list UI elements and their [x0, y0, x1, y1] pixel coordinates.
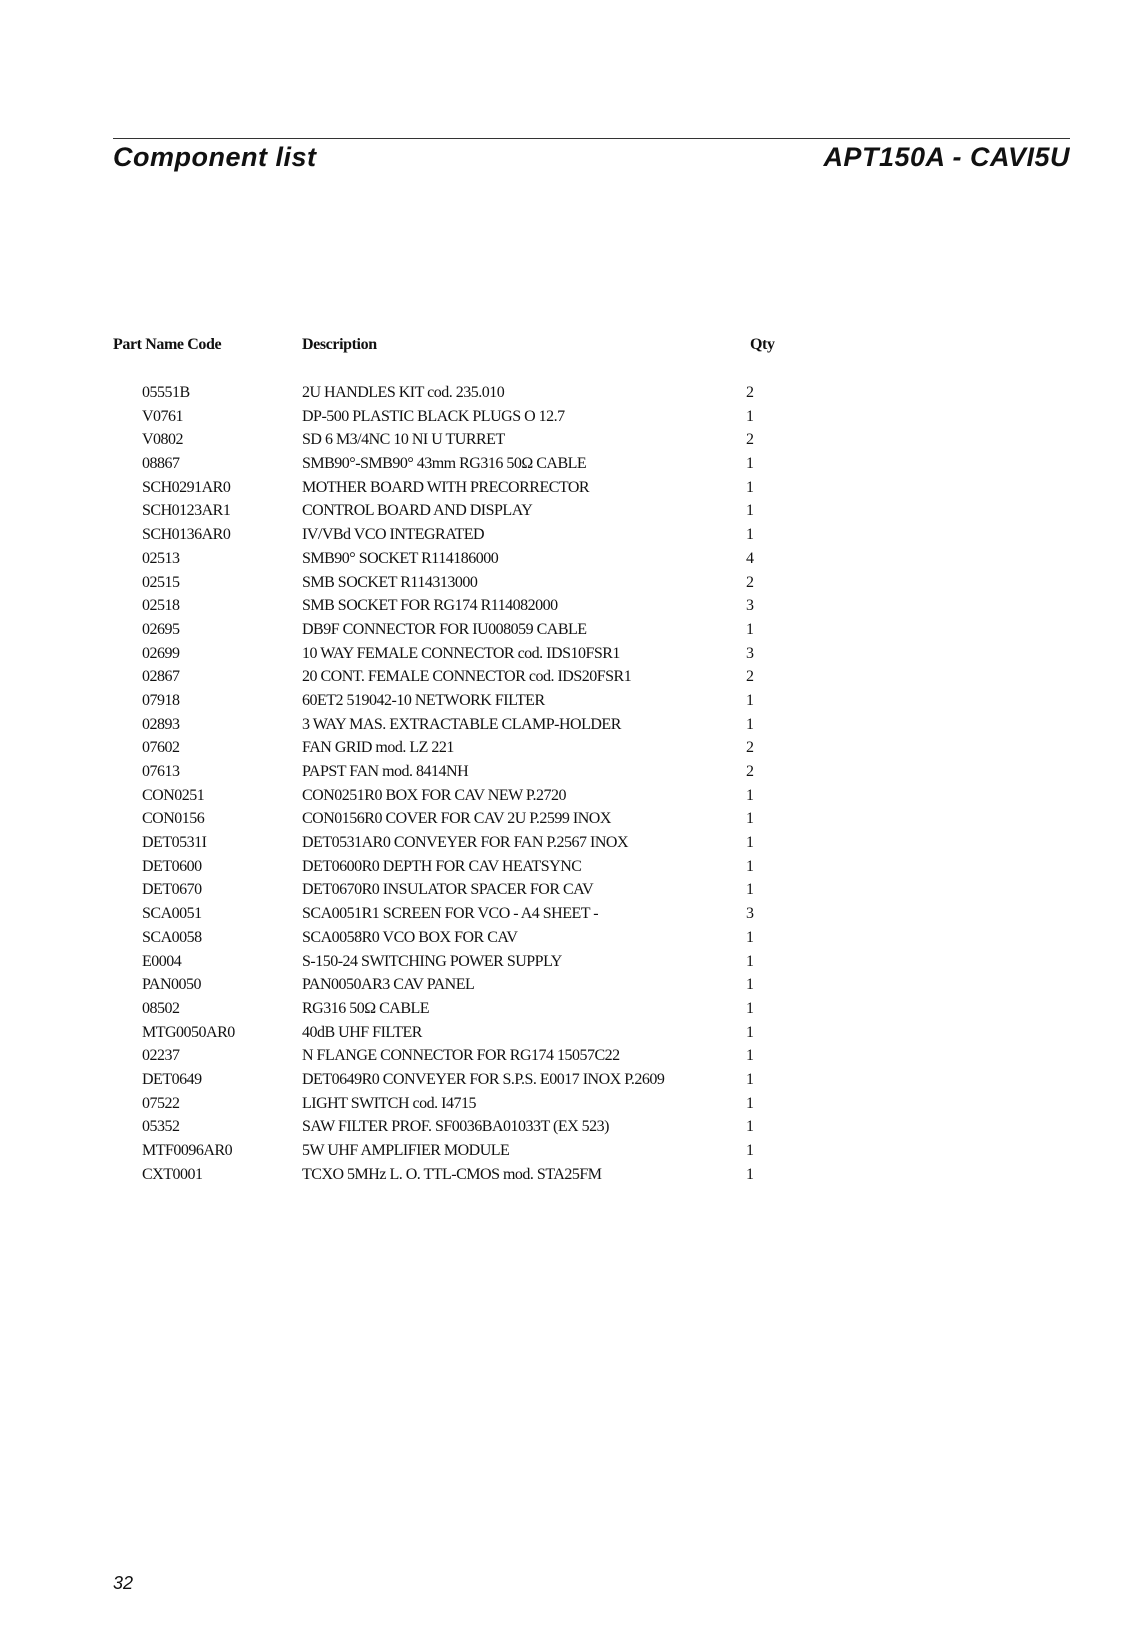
- table-row: [0, 809, 1127, 833]
- part-code-cell: 02237: [142, 1047, 180, 1065]
- table-row: [0, 952, 1127, 976]
- description-cell: DET0600R0 DEPTH FOR CAV HEATSYNC: [302, 857, 582, 875]
- qty-cell: 1: [746, 1165, 754, 1183]
- qty-cell: 1: [746, 1023, 754, 1041]
- part-code-cell: 05352: [142, 1118, 180, 1136]
- part-code-cell: 02695: [142, 620, 180, 638]
- qty-cell: 2: [746, 431, 754, 449]
- description-cell: SAW FILTER PROF. SF0036BA01033T (EX 523): [302, 1118, 609, 1136]
- table-row: [0, 1070, 1127, 1094]
- part-code-cell: 02515: [142, 573, 180, 591]
- qty-cell: 3: [746, 905, 754, 923]
- table-row: [0, 880, 1127, 904]
- column-header-code: Part Name Code: [113, 336, 222, 353]
- part-code-cell: SCA0058: [142, 928, 202, 946]
- part-code-cell: 02867: [142, 668, 180, 686]
- qty-cell: 2: [746, 763, 754, 780]
- qty-cell: 1: [746, 1142, 754, 1159]
- qty-cell: 1: [746, 786, 754, 804]
- qty-cell: 2: [746, 739, 754, 757]
- part-code-cell: DET0649: [142, 1070, 202, 1088]
- qty-cell: 1: [746, 526, 754, 544]
- part-code-cell: DET0531I: [142, 834, 207, 852]
- page-header: [113, 138, 1070, 172]
- table-row: [0, 999, 1127, 1023]
- part-code-cell: SCH0291AR0: [142, 478, 231, 496]
- part-code-cell: SCA0051: [142, 905, 202, 923]
- part-code-cell: 05551B: [142, 384, 190, 401]
- table-row: [0, 430, 1127, 454]
- part-code-cell: E0004: [142, 952, 182, 970]
- table-row: [0, 383, 1127, 407]
- description-cell: TCXO 5MHz L. O. TTL-CMOS mod. STA25FM: [302, 1165, 602, 1183]
- table-row: [0, 1046, 1127, 1070]
- part-code-cell: V0802: [142, 431, 184, 449]
- table-row: [0, 525, 1127, 549]
- document-title: Component list: [113, 142, 317, 172]
- part-code-cell: CXT0001: [142, 1165, 203, 1183]
- qty-cell: 2: [746, 668, 754, 686]
- qty-cell: 2: [746, 573, 754, 591]
- component-table: [0, 383, 1127, 1188]
- part-code-cell: 08502: [142, 999, 180, 1017]
- qty-cell: 1: [746, 952, 754, 970]
- part-code-cell: MTF0096AR0: [142, 1142, 233, 1159]
- table-row: [0, 928, 1127, 952]
- qty-cell: 1: [746, 478, 754, 496]
- part-code-cell: PAN0050: [142, 976, 202, 994]
- qty-cell: 1: [746, 715, 754, 733]
- table-row: [0, 762, 1127, 786]
- description-cell: DET0649R0 CONVEYER FOR S.P.S. E0017 INOX P.2609: [302, 1070, 665, 1088]
- qty-cell: 1: [746, 1118, 754, 1136]
- description-cell: DP-500 PLASTIC BLACK PLUGS O 12.7: [302, 407, 565, 425]
- table-row: [0, 1165, 1127, 1189]
- description-cell: CON0251R0 BOX FOR CAV NEW P.2720: [302, 786, 567, 804]
- qty-cell: 1: [746, 1070, 754, 1088]
- table-row: [0, 644, 1127, 668]
- qty-cell: 1: [746, 691, 754, 709]
- description-cell: SMB90°-SMB90° 43mm RG316 50Ω CABLE: [302, 455, 587, 473]
- description-cell: SMB90° SOCKET R114186000: [302, 549, 499, 567]
- part-code-cell: V0761: [142, 407, 184, 425]
- table-row: [0, 573, 1127, 597]
- part-code-cell: 07918: [142, 691, 180, 709]
- part-code-cell: 07602: [142, 739, 180, 757]
- part-code-cell: 02699: [142, 644, 180, 662]
- qty-cell: 1: [746, 976, 754, 994]
- page-number: 32: [113, 1573, 134, 1593]
- qty-cell: 1: [746, 1094, 754, 1112]
- table-row: [0, 715, 1127, 739]
- part-code-cell: MTG0050AR0: [142, 1023, 235, 1041]
- description-cell: SCA0058R0 VCO BOX FOR CAV: [302, 928, 518, 946]
- part-code-cell: SCH0123AR1: [142, 502, 231, 520]
- qty-cell: 1: [746, 407, 754, 425]
- description-cell: 3 WAY MAS. EXTRACTABLE CLAMP-HOLDER: [302, 715, 621, 733]
- table-row: [0, 786, 1127, 810]
- qty-cell: 1: [746, 620, 754, 638]
- description-cell: DET0670R0 INSULATOR SPACER FOR CAV: [302, 881, 594, 899]
- description-cell: 20 CONT. FEMALE CONNECTOR cod. IDS20FSR1: [302, 668, 632, 686]
- qty-cell: 1: [746, 999, 754, 1017]
- table-row: [0, 549, 1127, 573]
- description-cell: SMB SOCKET R114313000: [302, 573, 478, 591]
- description-cell: SD 6 M3/4NC 10 NI U TURRET: [302, 431, 505, 449]
- part-code-cell: 07522: [142, 1094, 180, 1112]
- table-row: [0, 738, 1127, 762]
- table-row: [0, 1141, 1127, 1165]
- description-cell: FAN GRID mod. LZ 221: [302, 739, 454, 757]
- qty-cell: 2: [746, 384, 754, 401]
- qty-cell: 3: [746, 597, 754, 615]
- part-code-cell: 02513: [142, 549, 180, 567]
- description-cell: CON0156R0 COVER FOR CAV 2U P.2599 INOX: [302, 810, 611, 828]
- qty-cell: 1: [746, 810, 754, 828]
- table-row: [0, 501, 1127, 525]
- qty-cell: 1: [746, 455, 754, 473]
- description-cell: PAN0050AR3 CAV PANEL: [302, 976, 475, 994]
- description-cell: S-150-24 SWITCHING POWER SUPPLY: [302, 952, 562, 970]
- description-cell: 10 WAY FEMALE CONNECTOR cod. IDS10FSR1: [302, 644, 620, 662]
- qty-cell: 1: [746, 502, 754, 520]
- description-cell: 40dB UHF FILTER: [302, 1023, 422, 1041]
- part-code-cell: DET0670: [142, 881, 202, 899]
- part-code-cell: SCH0136AR0: [142, 526, 231, 544]
- table-row: [0, 975, 1127, 999]
- description-cell: SCA0051R1 SCREEN FOR VCO - A4 SHEET -: [302, 905, 599, 923]
- qty-cell: 1: [746, 834, 754, 852]
- part-code-cell: 02518: [142, 597, 180, 615]
- table-row: [0, 667, 1127, 691]
- description-cell: PAPST FAN mod. 8414NH: [302, 763, 469, 780]
- description-cell: DET0531AR0 CONVEYER FOR FAN P.2567 INOX: [302, 834, 628, 852]
- qty-cell: 1: [746, 928, 754, 946]
- description-cell: RG316 50Ω CABLE: [302, 999, 430, 1017]
- table-row: [0, 407, 1127, 431]
- qty-cell: 1: [746, 1047, 754, 1065]
- description-cell: 2U HANDLES KIT cod. 235.010: [302, 384, 505, 401]
- table-row: [0, 833, 1127, 857]
- part-code-cell: CON0251: [142, 786, 205, 804]
- description-cell: SMB SOCKET FOR RG174 R114082000: [302, 597, 558, 615]
- description-cell: CONTROL BOARD AND DISPLAY: [302, 502, 533, 520]
- part-code-cell: DET0600: [142, 857, 202, 875]
- part-code-cell: CON0156: [142, 810, 205, 828]
- table-row: [0, 1117, 1127, 1141]
- table-row: [0, 857, 1127, 881]
- description-cell: DB9F CONNECTOR FOR IU008059 CABLE: [302, 620, 587, 638]
- part-code-cell: 08867: [142, 455, 180, 473]
- table-row: [0, 691, 1127, 715]
- description-cell: MOTHER BOARD WITH PRECORRECTOR: [302, 478, 590, 496]
- qty-cell: 1: [746, 857, 754, 875]
- table-row: [0, 904, 1127, 928]
- qty-cell: 4: [746, 549, 754, 567]
- description-cell: N FLANGE CONNECTOR FOR RG174 15057C22: [302, 1047, 620, 1065]
- description-cell: 5W UHF AMPLIFIER MODULE: [302, 1142, 510, 1159]
- description-cell: 60ET2 519042-10 NETWORK FILTER: [302, 691, 545, 709]
- table-row: [0, 454, 1127, 478]
- qty-cell: 3: [746, 644, 754, 662]
- table-header: [0, 336, 1127, 360]
- description-cell: IV/VBd VCO INTEGRATED: [302, 526, 485, 544]
- table-row: [0, 596, 1127, 620]
- qty-cell: 1: [746, 881, 754, 899]
- description-cell: LIGHT SWITCH cod. I4715: [302, 1094, 476, 1112]
- part-code-cell: 02893: [142, 715, 180, 733]
- model-title: APT150A - CAVI5U: [823, 142, 1070, 172]
- table-row: [0, 1023, 1127, 1047]
- column-header-qty: Qty: [750, 336, 775, 353]
- table-row: [0, 478, 1127, 502]
- column-header-description: Description: [302, 336, 377, 353]
- table-row: [0, 1094, 1127, 1118]
- part-code-cell: 07613: [142, 763, 180, 780]
- table-row: [0, 620, 1127, 644]
